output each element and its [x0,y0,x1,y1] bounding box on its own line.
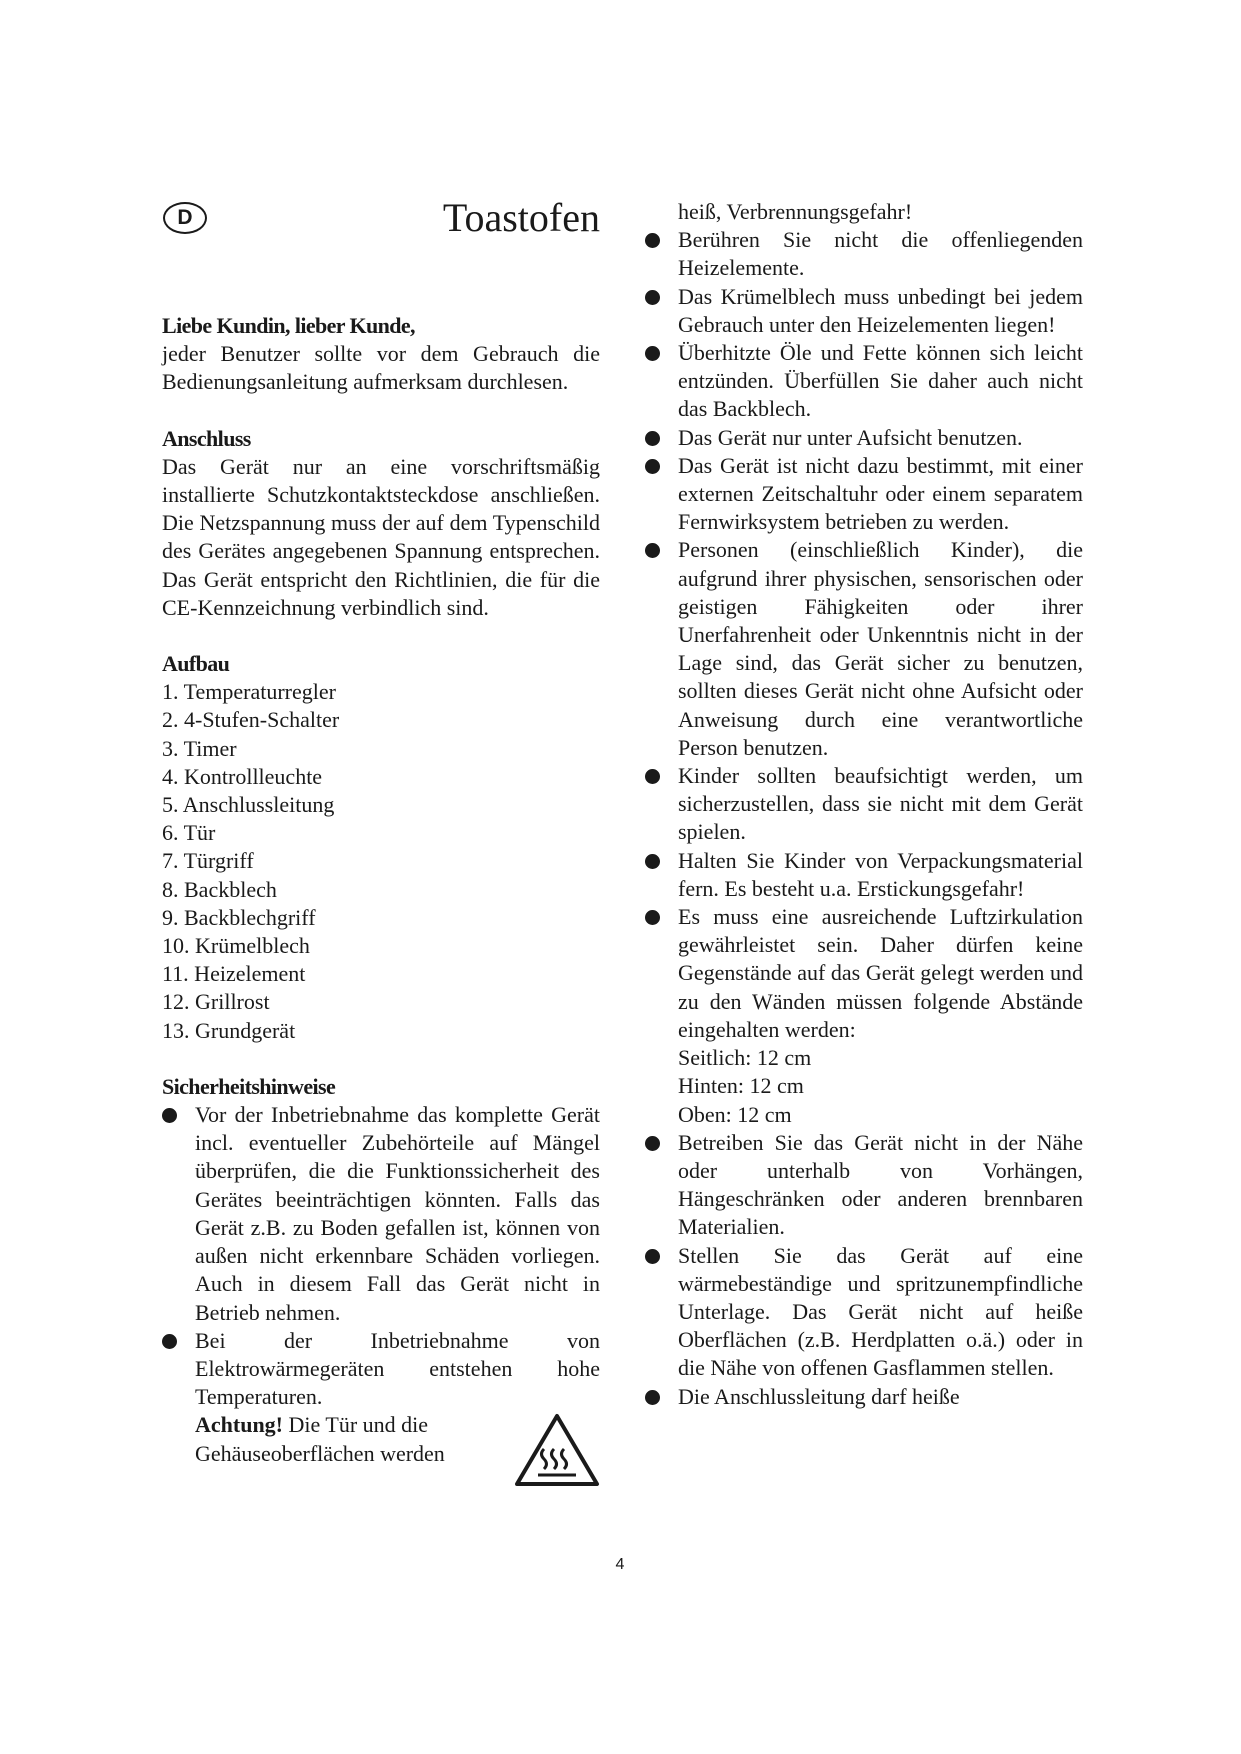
bullet-icon [645,1136,660,1151]
list-item: 7. Türgriff [162,848,254,874]
bullet-icon [645,431,660,446]
greeting-heading: Liebe Kundin, lieber Kunde, [162,313,415,338]
bullet-icon [162,1108,177,1123]
language-badge: D [163,202,207,234]
hot-surface-warning [162,1411,600,1467]
list-item: 8. Backblech [162,876,277,902]
bullet-icon [645,769,660,784]
safety-bullet: Überhitzte Öle und Fette können sich leicht entzünden. Überfüllen Sie daher auch nicht das Backblech. [645,339,1083,424]
greeting-text: jeder Benutzer sollte vor dem Gebrauch die Bedienungsanleitung aufmerksam durchlesen. [162,341,600,395]
safety-bullet: Personen (einschließlich Kinder), die aufgrund ihrer physischen, sensorischen oder geistigen Fähigkeiten oder ihrer Unerfahrenheit oder Unkenntnis nicht in der Lage sind, das Gerät sicher zu benutzen, sollten dieses Gerät nicht ohne Aufsicht oder Anweisung durch eine verantwortliche Person benutzen. [645,536,1083,762]
bullet-icon [645,910,660,925]
safety-bullet: Bei der Inbetriebnahme von Elektrowärmegeräten entstehen hohe Temperaturen. [162,1327,600,1412]
bullet-icon [645,1249,660,1264]
list-item: 6. Tür [162,820,216,846]
bullet-icon [645,543,660,558]
warning-text: Die Tür und die Gehäuseoberflächen werden [195,1412,445,1466]
ventilation-bullet: Es muss eine ausreichende Luftzirkulation gewährleistet sein. Daher dürfen keine Gegenstände auf das Gerät gelegt werden und zu den Wänden müssen folgende Abstände eingehalten werden: [645,903,1083,1044]
bullet-icon [645,854,660,869]
safety-heading: Sicherheitshinweise [162,1073,336,1099]
list-item: 5. Anschlussleitung [162,792,335,818]
safety-bullet: Das Gerät ist nicht dazu bestimmt, mit einer externen Zeitschaltuhr oder einem separatem Fernwirksystem betrieben zu werden. [645,452,1083,537]
safety-bullet: Kinder sollten beaufsichtigt werden, um sicherzustellen, dass sie nicht mit dem Gerät spielen. [645,762,1083,847]
bullet-icon [645,290,660,305]
bullet-icon [645,459,660,474]
list-item: 13. Grundgerät [162,1017,296,1043]
hot-surface-warning-icon [514,1413,600,1487]
list-item: 12. Grillrost [162,989,270,1015]
safety-bullet: Das Krümelblech muss unbedingt bei jedem Gebrauch unter den Heizelementen liegen! [645,283,1083,339]
bullet-icon [162,1334,177,1349]
bullet-icon [645,1390,660,1405]
safety-bullet: Betreiben Sie das Gerät nicht in der Nähe oder unterhalb von Vorhängen, Hängeschränken oder anderen brennbaren Materialien. [645,1129,1083,1242]
parts-list [162,678,600,1045]
safety-continuation: heiß, Verbrennungsgefahr! [678,199,913,224]
list-item: 9. Backblechgriff [162,904,316,930]
list-item: 3. Timer [162,735,237,761]
list-item: 10. Krümelblech [162,933,310,959]
bullet-icon [645,233,660,248]
list-item: 11. Heizelement [162,961,306,987]
page-number: 4 [615,1556,625,1573]
connection-text: Das Gerät nur an eine vorschriftsmäßig installierte Schutzkontaktsteckdose anschließen. Die Netzspannung muss der auf dem Typenschild des Gerätes angegebenen Spannung entsprechen. Das Gerät entspricht den Richtlinien, die für die CE-Kennzeichnung verbindlich sind. [162,453,600,620]
page-title: Toastofen [442,195,600,240]
list-item: 4. Kontrollleuchte [162,763,323,789]
safety-bullet: Stellen Sie das Gerät auf eine wärmebeständige und spritzunempfindliche Unterlage. Das Gerät nicht auf heiße Oberflächen (z.B. Herdplatten o.ä.) oder in die Nähe von offenen Gasflammen stellen. [645,1242,1083,1383]
distance-side: Seitlich: 12 cm [678,1045,812,1071]
safety-bullet: Die Anschlussleitung darf heiße [645,1383,1083,1411]
list-item: 1. Temperaturregler [162,679,336,705]
safety-bullet: Vor der Inbetriebnahme das komplette Gerät incl. eventueller Zubehörteile auf Mängel überprüfen, die die Funktionssicherheit des Gerätes beeinträchtigen könnten. Falls das Gerät z.B. zu Boden gefallen ist, können von außen nicht erkennbare Schäden vorliegen. Auch in diesem Fall das Gerät nicht in Betrieb nehmen. [162,1101,600,1327]
connection-heading: Anschluss [162,425,251,451]
list-item: 2. 4-Stufen-Schalter [162,707,340,733]
bullet-icon [645,346,660,361]
distance-top: Oben: 12 cm [678,1101,792,1127]
distance-back: Hinten: 12 cm [678,1073,804,1099]
right-column [645,198,1083,1411]
safety-bullet: Halten Sie Kinder von Verpackungsmaterial fern. Es besteht u.a. Erstickungsgefahr! [645,847,1083,903]
safety-bullet: Das Gerät nur unter Aufsicht benutzen. [645,424,1083,452]
left-column [162,312,600,1468]
safety-bullet: Berühren Sie nicht die offenliegenden Heizelemente. [645,226,1083,282]
parts-heading: Aufbau [162,651,230,677]
warning-label: Achtung! [195,1412,284,1438]
